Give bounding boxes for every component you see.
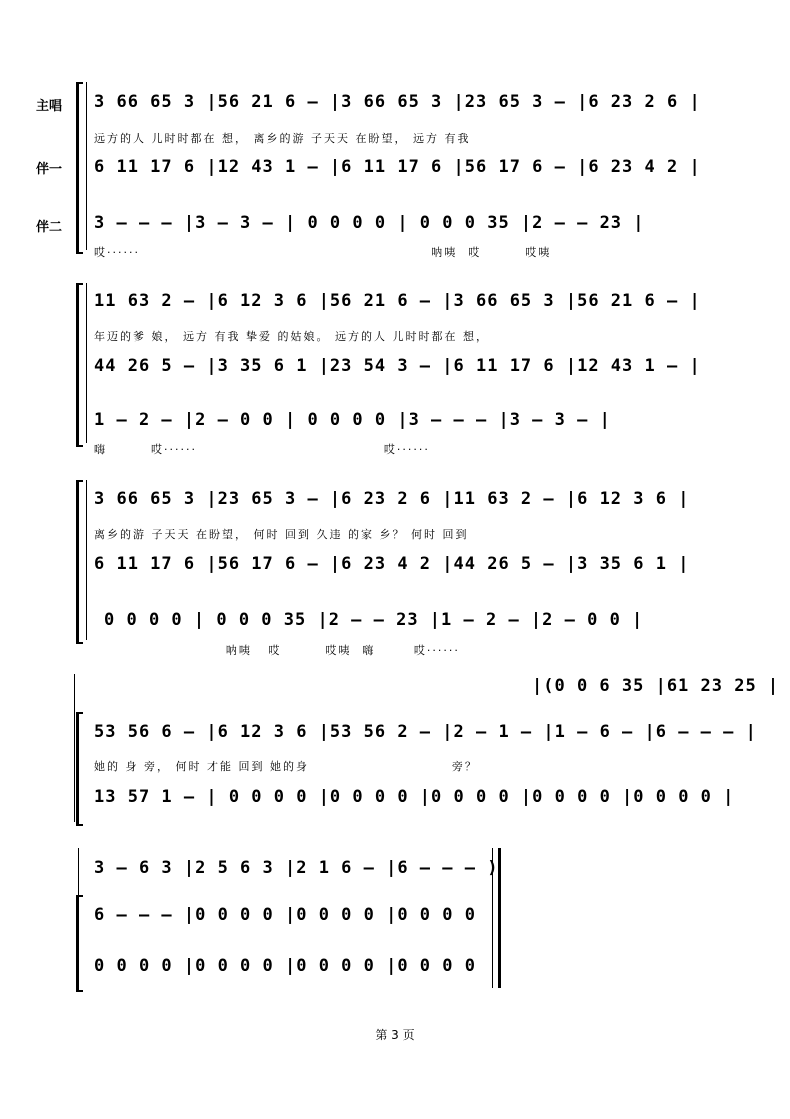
- label-acc2: 伴二: [36, 220, 63, 235]
- system-brace: [76, 712, 83, 826]
- acc1-notes: 6 11 17 6 |12 43 1 – |6 11 17 6 |56 17 6 – |6 23 4 2 |: [94, 157, 701, 177]
- final-barline: [492, 848, 501, 988]
- main-notes: 53 56 6 – |6 12 3 6 |53 56 2 – |2 – 1 – |1 – 6 – |6 – – – |: [94, 722, 757, 742]
- instrumental-notes: |(0 0 6 35 |61 23 25 |: [532, 676, 780, 696]
- main-notes: 3 66 65 3 |56 21 6 – |3 66 65 3 |23 65 3 – |6 23 2 6 |: [94, 92, 701, 112]
- main-lyrics: 远方的人 儿时时都在 想， 离乡的游 子天天 在盼望， 远方 有我: [94, 132, 471, 145]
- system-line: [86, 480, 87, 640]
- main-notes: 11 63 2 – |6 12 3 6 |56 21 6 – |3 66 65 3 |56 21 6 – |: [94, 291, 701, 311]
- main-lyrics: 年迈的爹 娘， 远方 有我 挚爱 的姑娘。 远方的人 儿时时都在 想，: [94, 330, 489, 343]
- instrumental-notes: 3 – 6 3 |2 5 6 3 |2 1 6 – |6 – – – ): [94, 858, 499, 878]
- label-main: 主唱: [36, 99, 63, 114]
- system-brace: [76, 82, 83, 254]
- main-lyrics: 她的 身 旁， 何时 才能 回到 她的身 旁？: [94, 760, 478, 773]
- acc1-notes: 44 26 5 – |3 35 6 1 |23 54 3 – |6 11 17 6 |12 43 1 – |: [94, 356, 701, 376]
- acc2-notes: 3 – – – |3 – 3 – | 0 0 0 0 | 0 0 0 35 |2 – – 23 |: [94, 213, 645, 233]
- acc2-lyrics: 嗨 哎······ 哎······: [94, 443, 430, 456]
- system-line: [86, 82, 87, 250]
- system-brace: [76, 283, 83, 447]
- acc2-lyrics: 哎······ 呐咦 哎 哎咦: [94, 246, 552, 259]
- system-line: [74, 674, 75, 822]
- acc2-notes: 1 – 2 – |2 – 0 0 | 0 0 0 0 |3 – – – |3 – 3 – |: [94, 410, 611, 430]
- system-brace: [76, 895, 83, 992]
- acc2-notes: 0 0 0 0 |0 0 0 0 |0 0 0 0 |0 0 0 0: [94, 956, 476, 976]
- system-line: [86, 283, 87, 443]
- acc1-notes: 6 11 17 6 |56 17 6 – |6 23 4 2 |44 26 5 – |3 35 6 1 |: [94, 554, 690, 574]
- label-acc1: 伴一: [36, 162, 63, 177]
- acc1-notes: 13 57 1 – | 0 0 0 0 |0 0 0 0 |0 0 0 0 |0 0 0 0 |0 0 0 0 |: [94, 787, 735, 807]
- main-lyrics: 离乡的游 子天天 在盼望， 何时 回到 久违 的家 乡？ 何时 回到: [94, 528, 469, 541]
- acc2-lyrics: 呐咦 哎 哎咦 嗨 哎······: [94, 644, 460, 657]
- acc1-notes: 6 – – – |0 0 0 0 |0 0 0 0 |0 0 0 0: [94, 905, 476, 925]
- system-brace: [76, 480, 83, 644]
- acc2-notes: 0 0 0 0 | 0 0 0 35 |2 – – 23 |1 – 2 – |2 – 0 0 |: [104, 610, 644, 630]
- page-number: 第 3 页: [375, 1028, 415, 1042]
- main-notes: 3 66 65 3 |23 65 3 – |6 23 2 6 |11 63 2 – |6 12 3 6 |: [94, 489, 690, 509]
